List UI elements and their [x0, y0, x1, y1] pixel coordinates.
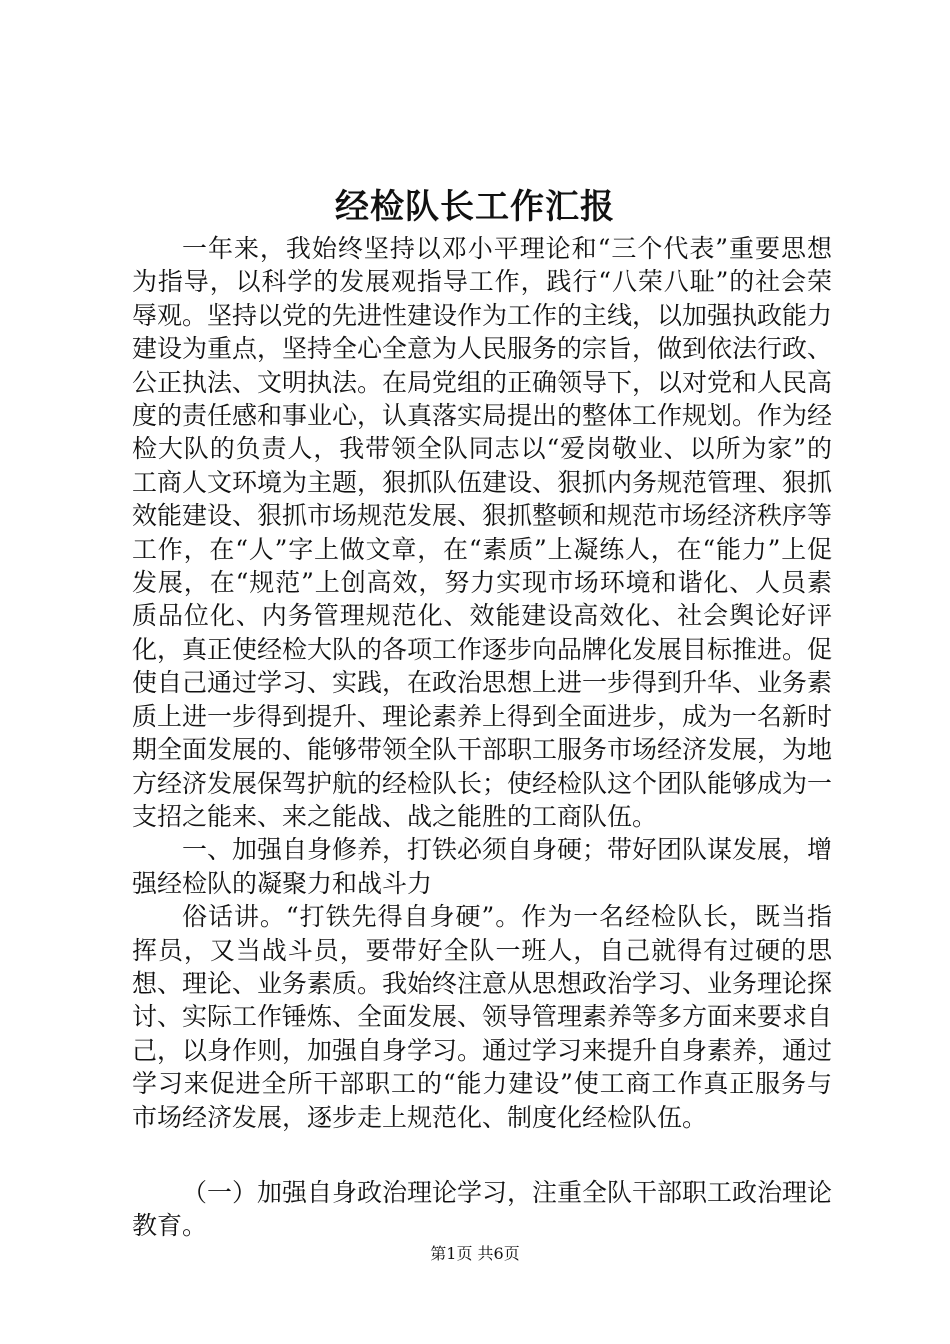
paragraph-section-1: 俗话讲。“打铁先得自身硬”。作为一名经检队长，既当指挥员，又当战斗员，要带好全队一班人，自己就得有过硬的思想、理论、业务素质。我始终注意从思想政治学习、业务理论探讨、实际工作锤炼、全面发展、领导管理素养等多方面来要求自己，以身作则，加强自身学习。通过学习来提升自身素养，通过学习来促进全所干部职工的“能力建设”使工商工作真正服务与市场经济发展，逐步走上规范化、制度化经检队伍。	[132, 902, 833, 1132]
paragraph-intro: 一年来，我始终坚持以邓小平理论和“三个代表”重要思想为指导，以科学的发展观指导工作，践行“八荣八耻”的社会荣辱观。坚持以党的先进性建设作为工作的主线，以加强执政能力建设为重点，坚持全心全意为人民服务的宗旨，做到依法行政、公正执法、文明执法。在局党组的正确领导下，以对党和人民高度的责任感和事业心，认真落实局提出的整体工作规划。作为经检大队的负责人，我带领全队同志以“爱岗敬业、以所为家”的工商人文环境为主题，狠抓队伍建设、狠抓内务规范管理、狠抓效能建设、狠抓市场规范发展、狠抓整顿和规范市场经济秩序等工作，在“人”字上做文章，在“素质”上凝练人，在“能力”上促发展，在“规范”上创高效，努力实现市场环境和谐化、人员素质品位化、内务管理规范化、效能建设高效化、社会舆论好评化，真正使经检大队的各项工作逐步向品牌化发展目标推进。促使自己通过学习、实践，在政治思想上进一步得到升华、业务素质上进一步得到提升、理论素养上得到全面进步，成为一名新时期全面发展的、能够带领全队干部职工服务市场经济发展，为地方经济发展保驾护航的经检队长；使经检队这个团队能够成为一支招之能来、来之能战、战之能胜的工商队伍。	[132, 234, 833, 831]
document-title: 经检队长工作汇报	[335, 187, 615, 227]
page-footer: 第1页 共6页	[430, 1244, 520, 1263]
document-body	[132, 232, 832, 1243]
section-heading-1: 一、加强自身修养，打铁必须自身硬；带好团队谋发展，增强经检队的凝聚力和战斗力	[132, 835, 833, 898]
subsection-heading-1: （一）加强自身政治理论学习，注重全队干部职工政治理论教育。	[132, 1177, 833, 1241]
